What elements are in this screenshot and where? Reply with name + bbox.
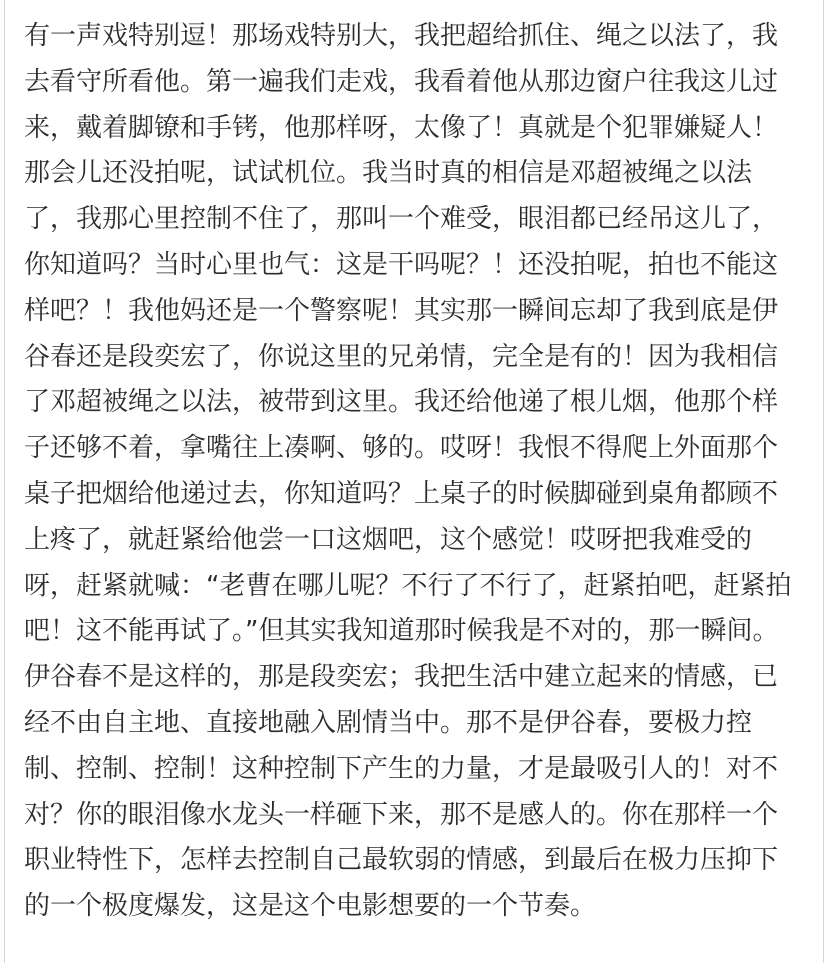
text-line: 了邓超被绳之以法，被带到这里。我还给他递了根儿烟，他那个样	[24, 387, 779, 418]
text-line: 制、控制、控制！这种控制下产生的力量，才是最吸引人的！对不	[24, 753, 779, 784]
article-text	[24, 14, 814, 930]
text-line: 经不由自主地、直接地融入剧情当中。那不是伊谷春，要极力控	[24, 707, 753, 738]
text-line: 有一声戏特别逗！那场戏特别大，我把超给抓住、绳之以法了，我	[24, 21, 779, 51]
text-line: 样吧？！我他妈还是一个警察呢！其实那一瞬间忘却了我到底是伊	[24, 295, 779, 326]
text-line: 对？你的眼泪像水龙头一样砸下来，那不是感人的。你在那样一个	[24, 799, 779, 830]
text-line: 谷春还是段奕宏了，你说这里的兄弟情，完全是有的！因为我相信	[24, 341, 779, 372]
text-line: 吧！这不能再试了。”但其实我知道那时候我是不对的，那一瞬间。	[24, 616, 779, 647]
text-line: 来，戴着脚镣和手铐，他那样呀，太像了！真就是个犯罪嫌疑人！	[24, 112, 779, 143]
text-line: 你知道吗？当时心里也气：这是干吗呢？！还没拍呢，拍也不能这	[24, 249, 779, 280]
text-line: 伊谷春不是这样的，那是段奕宏；我把生活中建立起来的情感，已	[24, 662, 779, 693]
text-line: 了，我那心里控制不住了，那叫一个难受，眼泪都已经吊这儿了，	[24, 204, 779, 235]
text-line: 上疼了，就赶紧给他尝一口这烟吧，这个感觉！哎呀把我难受的	[24, 524, 753, 555]
text-line: 桌子把烟给他递过去，你知道吗？上桌子的时候脚碰到桌角都顾不	[24, 478, 779, 509]
text-line: 职业特性下，怎样去控制自己最软弱的情感，到最后在极力压抑下	[24, 845, 779, 876]
text-line: 呀，赶紧就喊：“老曹在哪儿呢？不行了不行了，赶紧拍吧，赶紧拍	[24, 570, 792, 601]
text-line: 去看守所看他。第一遍我们走戏，我看着他从那边窗户往我这儿过	[24, 66, 779, 97]
text-line: 的一个极度爆发，这是这个电影想要的一个节奏。	[24, 891, 597, 922]
content-frame	[4, 0, 824, 963]
text-line: 那会儿还没拍呢，试试机位。我当时真的相信是邓超被绳之以法	[24, 158, 753, 189]
text-line: 子还够不着，拿嘴往上凑啊、够的。哎呀！我恨不得爬上外面那个	[24, 433, 779, 464]
